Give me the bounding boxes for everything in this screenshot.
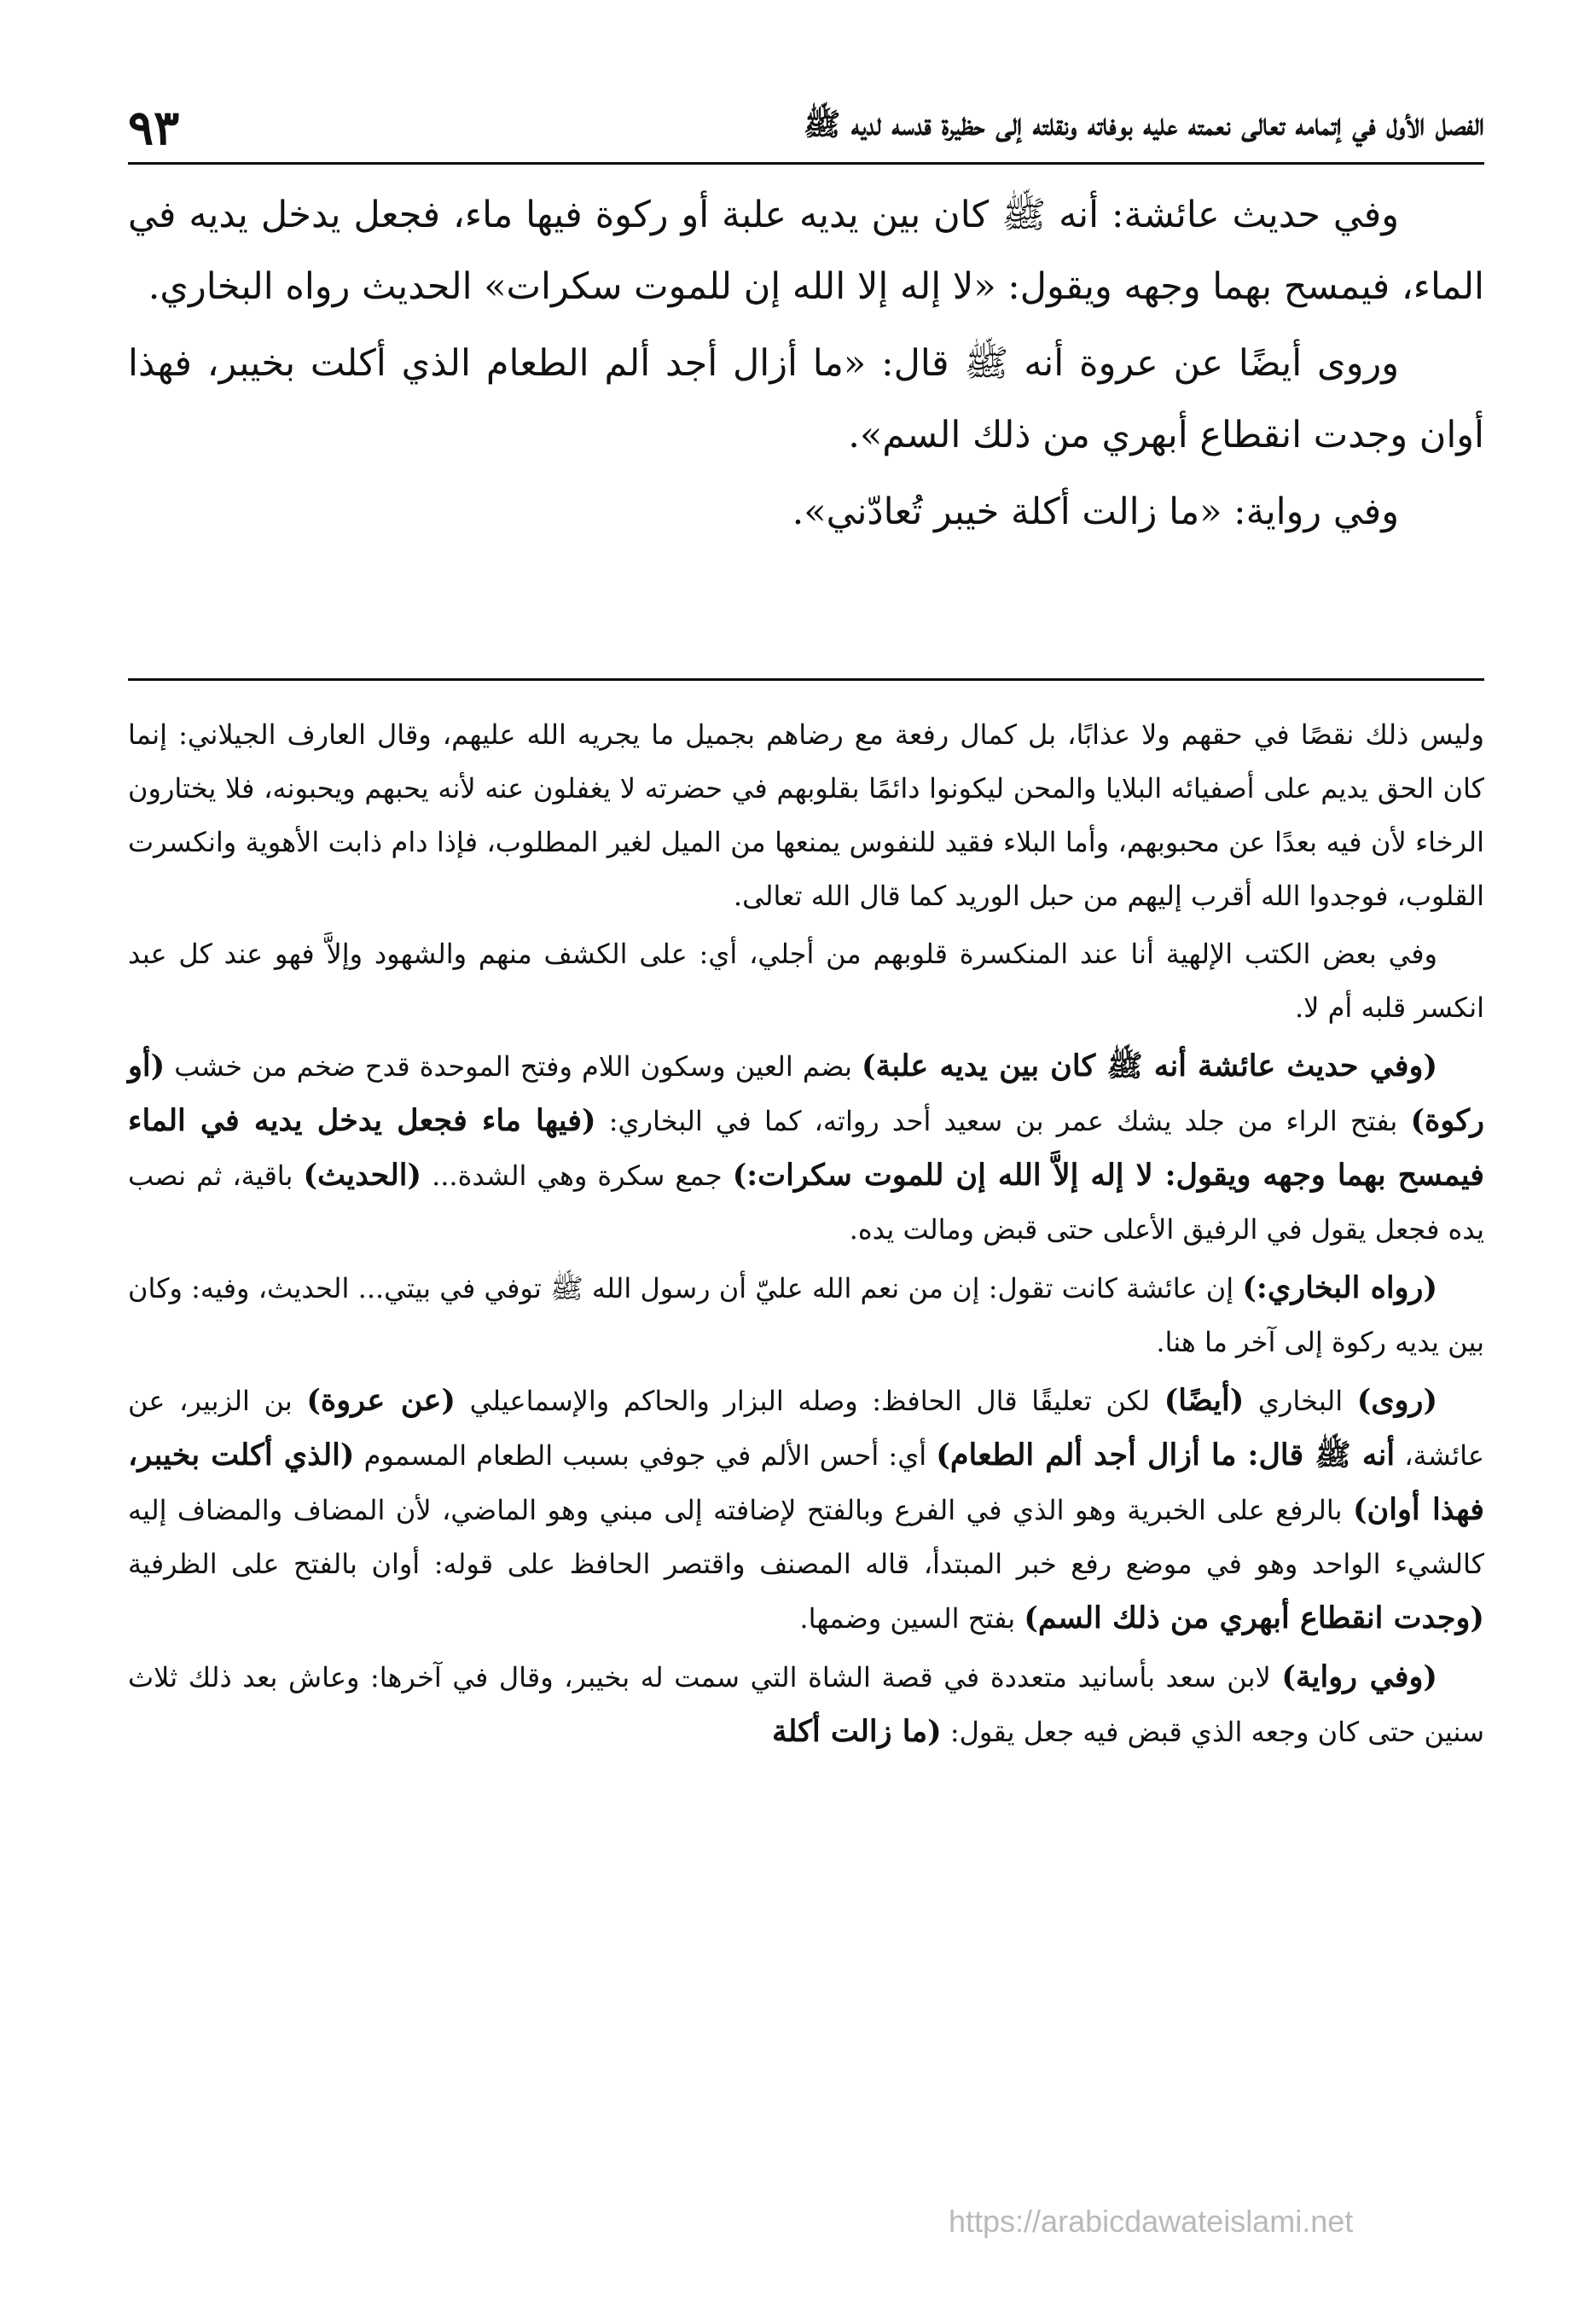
running-header <box>128 94 1484 165</box>
page-number: ٩٣ <box>128 100 180 156</box>
commentary <box>128 708 1484 1763</box>
book-page <box>128 81 1484 2299</box>
quoted-phrase: (وفي حديث عائشة أنه ﷺ كان بين يديه علبة) <box>861 1049 1438 1084</box>
commentary-text: أي: أحس الألم في جوفي بسبب الطعام المسموم <box>354 1439 937 1472</box>
main-paragraph: وفي حديث عائشة: أنه ﷺ كان بين يديه علبة أو ركوة فيها ماء، فجعل يدخل يديه في الماء، فيمسح بهما وجهه ويقول: «لا إله إلا الله إن للموت سكرات» الحديث رواه البخاري. <box>128 194 1484 308</box>
quoted-phrase: (أيضًا) <box>1164 1383 1245 1418</box>
quoted-phrase: (الذي أكلت بخيبر، فهذا أوان) <box>128 1438 1485 1527</box>
quoted-phrase: (ما زالت أكلة <box>771 1714 942 1749</box>
commentary-paragraph <box>128 1374 1484 1646</box>
chapter-title: الفصل الأول في إتمامه تعالى نعمته عليه بوفاته ونقلته إلى حظيرة قدسه لديه ﷺ <box>803 107 1484 142</box>
quoted-phrase: (عن عروة) <box>306 1383 456 1418</box>
quoted-phrase: (وجدت انقطاع أبهري من ذلك السم) <box>1024 1601 1484 1636</box>
commentary-text: البخاري <box>1244 1385 1357 1417</box>
commentary-text: جمع سكرة وهي الشدة... <box>421 1159 733 1192</box>
quoted-phrase: أنه ﷺ قال: ما أزال أجد ألم الطعام) <box>936 1438 1396 1473</box>
commentary-text: لكن تعليقًا قال الحافظ: وصله البزار والحاكم والإسماعيلي <box>456 1385 1164 1417</box>
quoted-phrase: (الحديث) <box>303 1158 422 1193</box>
commentary-paragraph <box>128 1650 1484 1759</box>
commentary-paragraph: وليس ذلك نقصًا في حقهم ولا عذابًا، بل كمال رفعة مع رضاهم بجميل ما يجريه الله عليهم، وقال العارف الجيلاني: إنما كان الحق يديم على أصفيائه البلايا والمحن ليكونوا دائمًا بقلوبهم في حضرته لا يغفلون عنه لأنه يحبهم ويحبونه، فلا يختارون الرخاء لأن فيه بعدًا عن محبوبهم، وأما البلاء فقيد للنفوس يمنعها من الميل لغير المطلوب، فإذا دام ذابت الأهوية وانكسرت القلوب، فوجدوا الله أقرب إليهم من حبل الوريد كما قال الله تعالى. <box>128 718 1485 912</box>
main-paragraph: وفي رواية: «ما زالت أكلة خيبر تُعادّني». <box>792 491 1399 533</box>
commentary-text: لابن سعد بأسانيد متعددة في قصة الشاة التي سمت له بخيبر، وقال في آخرها: وعاش بعد ذلك ثلاث سنين حتى كان وجعه الذي قبض فيه جعل يقول: <box>128 1661 1484 1748</box>
quoted-phrase: (فيها ماء فجعل يدخل يديه في الماء فيمسح بهما وجهه ويقول: لا إله إلاَّ الله إن للموت سكرات:) <box>128 1103 1485 1193</box>
commentary-text: إن عائشة كانت تقول: إن من نعم الله عليّ أن رسول الله ﷺ توفي في بيتي... الحديث، وفيه: وكان بين يديه ركوة إلى آخر ما هنا. <box>128 1272 1484 1358</box>
commentary-text: بالرفع على الخبرية وهو الذي في الفرع وبالفتح لإضافته إلى مبني وهو الماضي، لأن المضاف والمضاف إليه كالشيء الواحد وهو في موضع رفع خبر المبتدأ، قاله المصنف واقتصر الحافظ على قوله: أوان بالفتح على الظرفية <box>128 1494 1485 1580</box>
quoted-phrase: (أو ركوة) <box>128 1049 1484 1138</box>
quoted-phrase: (وفي رواية) <box>1281 1659 1437 1694</box>
commentary-text: بن الزبير، عن عائشة، <box>128 1385 1485 1472</box>
main-paragraph: وروى أيضًا عن عروة أنه ﷺ قال: «ما أزال أجد ألم الطعام الذي أكلت بخيبر، فهذا أوان وجدت انقطاع أبهري من ذلك السم». <box>128 342 1484 456</box>
commentary-text: بفتح الراء من جلد يشك عمر بن سعيد أحد رواته، كما في البخاري: <box>595 1105 1411 1137</box>
commentary-paragraph <box>128 1039 1484 1257</box>
main-text <box>128 179 1484 553</box>
commentary-text: بضم العين وسكون اللام وفتح الموحدة قدح ضخم من خشب <box>165 1050 862 1083</box>
watermark-url: https://arabicdawateislami.net <box>949 2204 1354 2239</box>
section-divider <box>128 678 1484 681</box>
quoted-phrase: (رواه البخاري:) <box>1242 1270 1438 1305</box>
commentary-text: بفتح السين وضمها. <box>799 1602 1024 1635</box>
quoted-phrase: (روى) <box>1356 1383 1438 1418</box>
commentary-paragraph: وفي بعض الكتب الإلهية أنا عند المنكسرة قلوبهم من أجلي، أي: على الكشف منهم والشهود وإلاَّ فهو عند كل عبد انكسر قلبه أم لا. <box>128 938 1484 1024</box>
commentary-text: باقية، ثم نصب يده فجعل يقول في الرفيق الأعلى حتى قبض ومالت يده. <box>128 1159 1484 1246</box>
commentary-paragraph <box>128 1261 1484 1369</box>
